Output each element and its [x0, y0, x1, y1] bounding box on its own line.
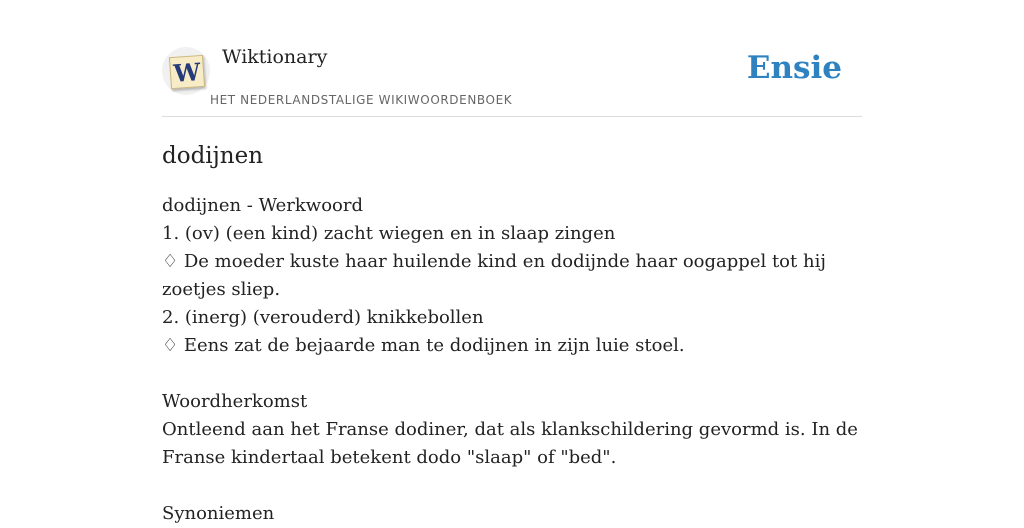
- page-title: dodijnen: [162, 143, 264, 169]
- entry-content: [162, 138, 862, 528]
- wiktionary-logo[interactable]: [162, 47, 210, 95]
- ensie-logo-link[interactable]: Ensie: [746, 50, 842, 86]
- example-2: ♢ Eens zat de bejaarde man te dodijnen in zijn luie stoel.: [162, 335, 685, 356]
- spacer: [162, 472, 862, 500]
- sense-2: 2. (inerg) (verouderd) knikkebollen: [162, 307, 484, 328]
- synonyms-heading: Synoniemen: [162, 503, 275, 524]
- logo-letter: W: [172, 57, 202, 88]
- etymology-heading: Woordherkomst: [162, 391, 308, 412]
- example-1: ♢ De moeder kuste haar huilende kind en dodijnde haar oogappel tot hij zoetjes sliep.: [162, 251, 826, 300]
- site-tagline: HET NEDERLANDSTALIGE WIKIWOORDENBOEK: [210, 93, 513, 107]
- logo-tile-icon: [169, 55, 205, 89]
- sense-1: 1. (ov) (een kind) zacht wiegen en in slaap zingen: [162, 223, 616, 244]
- header: [162, 0, 862, 117]
- etymology-text: Ontleend aan het Franse dodiner, dat als klankschildering gevormd is. In de Franse kindertaal betekent dodo "slaap" of "bed".: [162, 419, 858, 468]
- site-name[interactable]: Wiktionary: [222, 46, 328, 68]
- spacer: [162, 360, 862, 388]
- entry-heading: dodijnen - Werkwoord: [162, 195, 363, 216]
